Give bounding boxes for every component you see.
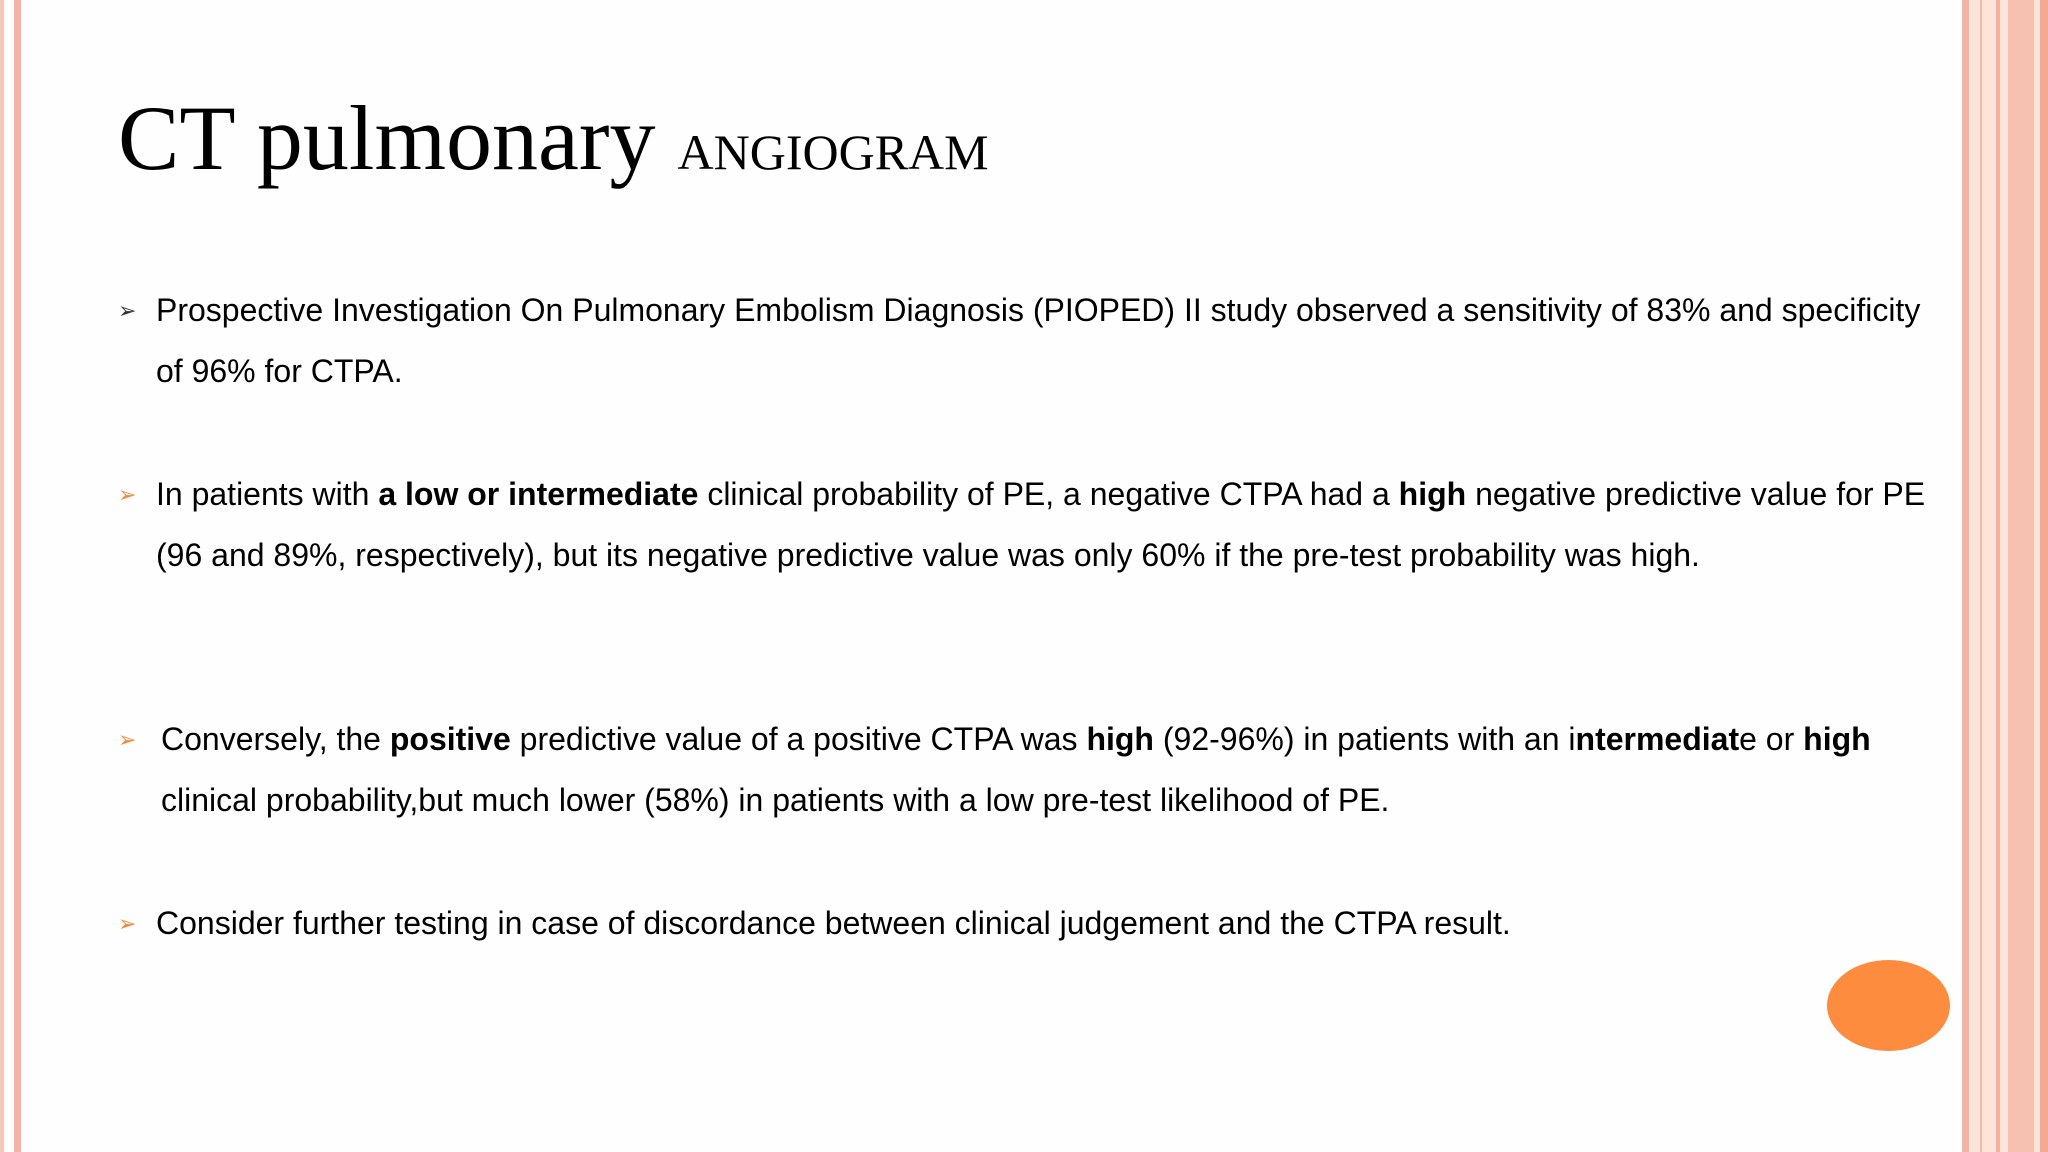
bullet-text xyxy=(156,893,1936,954)
bold-text-run: high xyxy=(1398,476,1467,512)
bullet-text xyxy=(156,280,1936,402)
text-run: e or xyxy=(1739,721,1804,757)
left-edge-stripe xyxy=(0,0,4,1152)
text-run: predictive value of a positive CTPA was xyxy=(510,721,1087,757)
title-main: CT pulmonary xyxy=(118,87,656,189)
text-run: In patients with xyxy=(156,476,379,512)
right-stripe xyxy=(1962,0,1969,1152)
bold-text-run: a low or intermediate xyxy=(378,476,699,512)
orange-circle-decoration xyxy=(1827,960,1950,1051)
right-decorative-panel xyxy=(1962,0,2048,1152)
bullet-text xyxy=(156,464,1936,586)
right-stripe xyxy=(2040,0,2048,1152)
arrowhead-bullet-icon: ➢ xyxy=(118,911,137,936)
text-run: clinical probability,but much lower (58%) in patients with a low pre-test likelihood of PE. xyxy=(161,782,1390,818)
text-run: Conversely, the xyxy=(161,721,390,757)
bullet-text xyxy=(161,709,1941,831)
left-accent-stripe xyxy=(14,0,21,1152)
text-run: clinical probability of PE, a negative CTPA had a xyxy=(698,476,1399,512)
bold-text-run: ntermediat xyxy=(1575,721,1740,757)
text-run: (92-96%) in patients with an i xyxy=(1153,721,1576,757)
arrowhead-bullet-icon: ➢ xyxy=(118,482,137,507)
text-run: Prospective Investigation On Pulmonary Embolism Diagnosis (PIOPED) II study observed a sensitivity of 83% and specificity of 96% for CTPA. xyxy=(156,292,1921,389)
bold-text-run: positive xyxy=(389,721,511,757)
arrowhead-bullet-icon: ➢ xyxy=(118,727,137,752)
text-run: Consider further testing in case of discordance between clinical judgement and the CTPA result. xyxy=(156,905,1511,941)
right-stripe xyxy=(1996,0,2000,1152)
right-stripe xyxy=(2008,0,2034,1152)
right-stripe xyxy=(1980,0,1982,1152)
arrowhead-bullet-icon: ➢ xyxy=(118,298,137,323)
title-sub: ANGIOGRAM xyxy=(677,124,989,180)
slide-title xyxy=(118,87,989,189)
bold-text-run: high xyxy=(1803,721,1871,757)
bold-text-run: high xyxy=(1086,721,1154,757)
text-run: negative predictive value for PE (96 and 89%, respectively), but its negative predictive value was only 60% if the pre-test probability was high. xyxy=(156,476,1926,573)
